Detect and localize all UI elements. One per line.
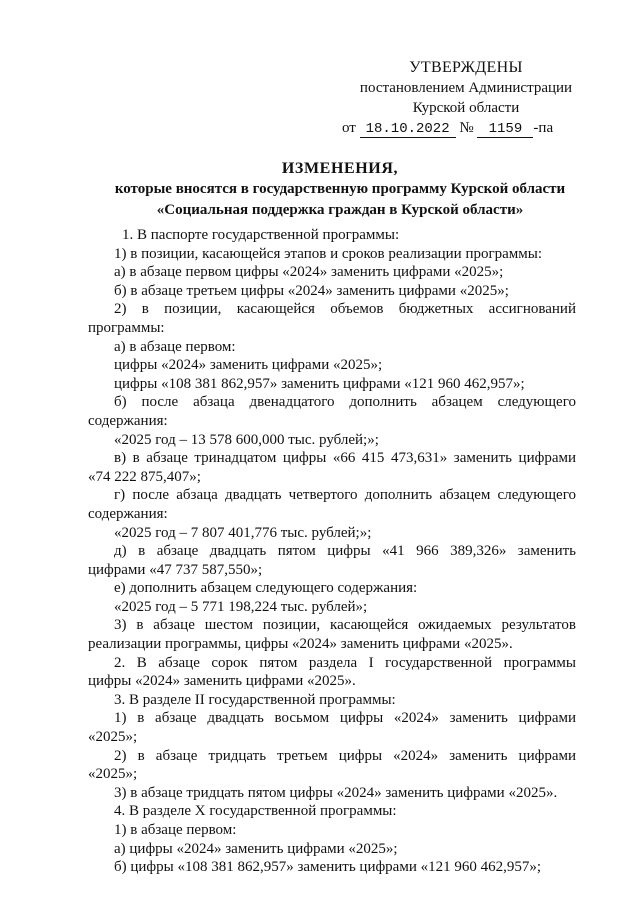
body-line: цифры «108 381 862,957» заменить цифрами «121 960 462,957»; — [114, 375, 525, 392]
body-line: б) цифры «108 381 862,957» заменить цифрами «121 960 462,957»; — [114, 859, 542, 876]
body-line: в) в абзаце тринадцатом цифры «66 415 473,631» заменить цифрами — [114, 450, 576, 467]
approval-date-line — [336, 118, 596, 138]
document-body — [88, 226, 576, 877]
body-line: содержания: — [88, 505, 168, 522]
title-main: ИЗМЕНЕНИЯ, — [281, 160, 399, 177]
approval-line-2: Курской области — [412, 100, 520, 116]
body-line: 2) в абзаце тридцать третьем цифры «2024» заменить цифрами — [114, 747, 576, 764]
body-line: 3) в абзаце тридцать пятом цифры «2024» заменить цифрами «2025». — [114, 784, 558, 801]
body-line: «2025»; — [88, 729, 138, 746]
body-line: 1) в абзаце двадцать восьмом цифры «2024» заменить цифрами — [114, 710, 576, 727]
approval-number: 1159 — [477, 122, 533, 138]
body-line: б) в абзаце третьем цифры «2024» заменить цифрами «2025»; — [114, 282, 509, 299]
body-line: «2025 год – 13 578 600,000 тыс. рублей;»; — [114, 431, 379, 448]
body-line: 1) в абзаце первом: — [114, 822, 237, 838]
body-line: «2025 год – 5 771 198,224 тыс. рублей»; — [114, 598, 368, 615]
number-sign: № — [459, 120, 474, 136]
body-line: 1. В паспорте государственной программы: — [122, 227, 400, 243]
body-line: е) дополнить абзацем следующего содержания: — [114, 580, 418, 597]
approval-heading: УТВЕРЖДЕНЫ — [409, 59, 523, 76]
body-line: б) после абзаца двенадцатого дополнить абзацем следующего — [114, 394, 576, 411]
body-line: а) цифры «2024» заменить цифрами «2025»; — [114, 840, 398, 857]
body-line: 1) в позиции, касающейся этапов и сроков реализации программы: — [114, 245, 543, 262]
body-line: цифрами «47 737 587,550»; — [88, 561, 263, 578]
body-line: г) после абзаца двадцать четвертого дополнить абзацем следующего — [114, 487, 576, 504]
body-line: 4. В разделе X государственной программы: — [114, 803, 397, 820]
body-line: 2) в позиции, касающейся объемов бюджетных ассигнований — [114, 301, 576, 318]
number-suffix: -па — [533, 120, 554, 136]
body-line: д) в абзаце двадцать пятом цифры «41 966 389,326» заменить — [114, 543, 576, 560]
body-line: реализации программы, цифры «2024» заменить цифрами «2025». — [88, 636, 513, 653]
body-line: а) в абзаце первом: — [114, 338, 236, 355]
title-sub-2: «Социальная поддержка граждан в Курской области» — [156, 202, 524, 218]
body-line: «74 222 875,407»; — [88, 468, 201, 485]
approval-stamp — [336, 58, 596, 138]
body-line: 2. В абзаце сорок пятом раздела I государственной программы — [114, 654, 576, 671]
approval-line-1: постановлением Администрации — [359, 80, 573, 96]
body-line: а) в абзаце первом цифры «2024» заменить цифрами «2025»; — [114, 264, 504, 281]
body-line: «2025»; — [88, 766, 138, 783]
document-title — [60, 158, 620, 221]
body-line: программы: — [88, 319, 165, 336]
body-line: цифры «2024» заменить цифрами «2025». — [88, 673, 356, 690]
body-line: цифры «2024» заменить цифрами «2025»; — [114, 357, 383, 374]
title-sub-1: которые вносятся в государственную программу Курской области — [114, 181, 566, 197]
approval-date: 18.10.2022 — [360, 122, 456, 138]
body-line: 3) в абзаце шестом позиции, касающейся ожидаемых результатов — [114, 617, 576, 634]
body-line: 3. В разделе II государственной программы: — [114, 691, 396, 708]
body-line: «2025 год – 7 807 401,776 тыс. рублей;»; — [114, 524, 372, 541]
date-prefix: от — [342, 120, 356, 136]
body-line: содержания: — [88, 412, 168, 429]
